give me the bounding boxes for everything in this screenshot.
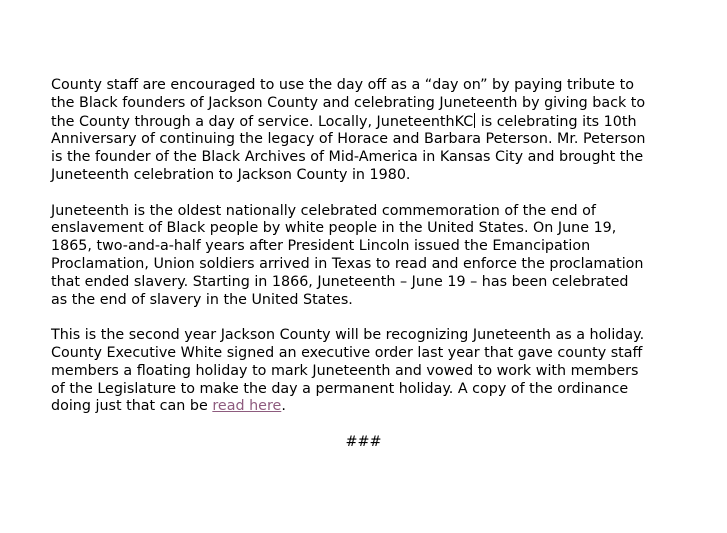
paragraph-line: that ended slavery. Starting in 1866, Juneteenth – June 19 – has been celebrated: [51, 273, 629, 290]
end-of-release-mark: ###: [345, 433, 382, 450]
paragraph-line: enslavement of Black people by white people in the United States. On June 19,: [51, 220, 617, 237]
paragraph-line: Anniversary of continuing the legacy of Horace and Barbara Peterson. Mr. Peterson: [51, 131, 646, 148]
paragraph-3: [51, 327, 691, 416]
paragraph-line: is the founder of the Black Archives of Mid-America in Kansas City and brought the: [51, 149, 644, 166]
paragraph-line: as the end of slavery in the United States.: [51, 291, 353, 308]
paragraph-line: 1865, two-and-a-half years after President Lincoln issued the Emancipation: [51, 238, 591, 255]
paragraph-line-with-link: [51, 398, 691, 416]
paragraph-line: County staff are encouraged to use the day off as a “day on” by paying tribute to: [51, 77, 634, 93]
document-body: [51, 77, 691, 452]
paragraph-line: of the Legislature to make the day a permanent holiday. A copy of the ordinance: [51, 380, 629, 397]
paragraph-line: members a floating holiday to mark Juneteenth and vowed to work with members: [51, 362, 639, 379]
paragraph-line: Proclamation, Union soldiers arrived in Texas to read and enforce the proclamation: [51, 255, 644, 272]
paragraph-2: [51, 203, 691, 310]
paragraph-1: [51, 77, 691, 185]
paragraph-line: Juneteenth is the oldest nationally celebrated commemoration of the end of: [51, 202, 596, 219]
link-suffix-text: .: [281, 398, 286, 415]
text-after-cursor: is celebrating its 10th: [476, 113, 637, 130]
text-before-cursor: the County through a day of service. Locally, JuneteenthKC: [51, 113, 474, 130]
paragraph-line: the Black founders of Jackson County and celebrating Juneteenth by giving back to: [51, 94, 646, 111]
paragraph-line-with-cursor: [51, 113, 691, 132]
paragraph-line: County Executive White signed an executive order last year that gave county staff: [51, 344, 643, 361]
paragraph-line: This is the second year Jackson County will be recognizing Juneteenth as a holiday.: [51, 327, 645, 344]
read-here-link[interactable]: read here: [212, 398, 282, 415]
paragraph-line: Juneteenth celebration to Jackson County in 1980.: [51, 166, 411, 183]
link-prefix-text: doing just that can be: [51, 398, 213, 415]
